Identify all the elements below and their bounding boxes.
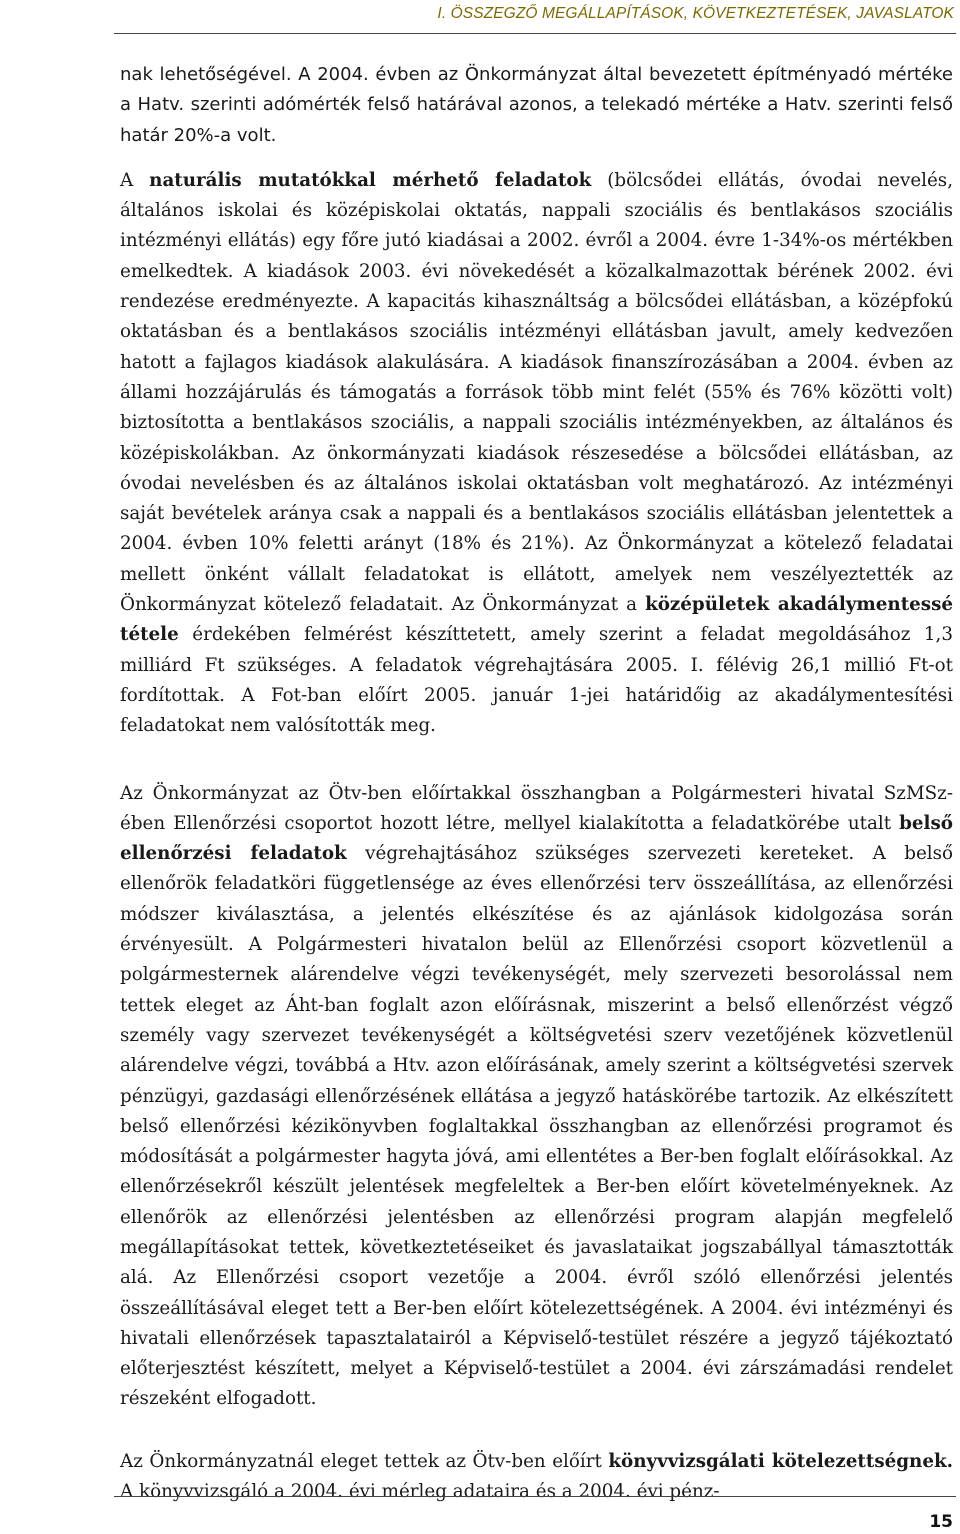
emphasis-belso-ellenorzesi-feladatok: belső ellenőrzési feladatok — [120, 812, 953, 865]
paragraph-belso-ellenorzes — [120, 779, 953, 1415]
paragraph-text: Az Önkormányzat az Ötv-ben előírtakkal összhangban a Polgármesteri hivatal SzMSz-ében Ellenőrzési csoportot hozott létre, mellyel kialakította a feladatkörébe utalt — [120, 782, 953, 834]
paragraph-text: A — [120, 169, 150, 191]
page-number: 15 — [929, 1512, 953, 1532]
emphasis-naturalis-feladatok: naturális mutatókkal mérhető feladatok — [149, 169, 592, 191]
running-header: I. ÖSSZEGZŐ MEGÁLLAPÍTÁSOK, KÖVETKEZTETÉSEK, JAVASLATOK — [437, 5, 954, 22]
paragraph-text: A könyvvizsgáló a 2004. évi mérleg adataira és a 2004. évi pénz- — [120, 1481, 720, 1503]
emphasis-akadalymentesites: középületek akadálymentessé tétele — [120, 594, 953, 646]
paragraph-text: Az Önkormányzatnál eleget tettek az Ötv-ben előírt — [120, 1450, 609, 1472]
emphasis-konyvvizsgalati-kotelezettseg: könyvvizsgálati kötelezettségnek. — [608, 1450, 953, 1472]
header-divider — [114, 33, 956, 34]
document-body — [120, 60, 953, 1507]
paragraph-konyvvizsgalat — [120, 1447, 953, 1508]
paragraph-text: végrehajtásához szükséges szervezeti kereteket. A belső ellenőrök feladatköri függetlensége az éves ellenőrzési terv összeállítása, az ellenőrzési módszer kiválasztása, a jelentés elkészítése és az ajánlások kidolgozása során érvényesült. A Polgármesteri hivatalon belül az Ellenőrzési csoport közvetlenül a polgármesternek alárendelve végzi tevékenységét, mely szervezeti besorolással nem tettek eleget az Áht-ban foglalt azon előírásnak, miszerint a belső ellenőrzést végző személy vagy szervezet tevékenységét a költségvetési szerv vezetőjének közvetlenül alárendelve végzi, továbbá a Htv. azon előírásának, amely szerint a költségvetési szervek pénzügyi, gazdasági ellenőrzésének ellátása a jegyző hatáskörébe tartozik. Az elkészített belső ellenőrzési kézikönyvben foglaltakkal összhangban az ellenőrzési programot és módosítását a polgármester hagyta jóvá, ami ellentétes a Ber-ben foglalt előírásokkal. Az ellenőrzésekről készült jelentések megfeleltek a Ber-ben előírt követelményeknek. Az ellenőrök az ellenőrzési jelentésben az ellenőrzési program alapján megfelelő megállapításokat tettek, következtetéseiket és javaslataikat jogszabállyal támasztották alá. Az Ellenőrzési csoport vezetője a 2004. évről szóló ellenőrzési jelentés összeállításával eleget tett a Ber-ben előírt kötelezettségének. A 2004. évi intézményi és hivatali ellenőrzések tapasztalatairól a Képviselő-testület részére a jegyző tájékoztató előterjesztést készített, melyet a Képviselő-testület a 2004. évi zárszámadási rendelet részeként elfogadott. — [120, 843, 953, 1410]
paragraph-continuation: nak lehetőségével. A 2004. évben az Önkormányzat által bevezetett építményadó mértéke a Hatv. szerinti adómérték felső határával azonos, a telekadó mértéke a Hatv. szerinti felső határ 20%-a volt. — [120, 64, 953, 146]
paragraph-naturalis-mutatok — [120, 166, 953, 742]
paragraph-text: érdekében felmérést készíttetett, amely szerint a feladat megoldásához 1,3 milliárd Ft szükséges. A feladatok végrehajtására 2005. I. félévig 26,1 millió Ft-ot fordítottak. A Fot-ban előírt 2005. január 1-jei határidőig az akadálymentesítési feladatokat nem valósították meg. — [120, 624, 953, 737]
footer-divider — [114, 1496, 956, 1497]
paragraph-text: (bölcsődei ellátás, óvodai nevelés, általános iskolai és középiskolai oktatás, nappali szociális és bentlakásos szociális intézményi ellátás) egy főre jutó kiadásai a 2002. évről a 2004. évre 1-34%-os mértékben emelkedtek. A kiadások 2003. évi növekedését a közalkalmazottak bérének 2002. évi rendezése eredményezte. A kapacitás kihasználtság a bölcsődei ellátásban, a középfokú oktatásban és a bentlakásos szociális intézményi ellátásban javult, amely kedvezően hatott a fajlagos kiadások alakulására. A kiadások finanszírozásában a 2004. évben az állami hozzájárulás és támogatás a források több mint felét (55% és 76% közötti volt) biztosította a bentlakásos szociális, a nappali szociális intézményekben, az általános és középiskolákban. Az önkormányzati kiadások részesedése a bölcsődei ellátásban, az óvodai nevelésben és az általános iskolai oktatásban volt meghatározó. Az intézményi saját bevételek aránya csak a nappali és a bentlakásos szociális ellátásban jelentettek a 2004. évben 10% feletti arányt (18% és 21%). Az Önkormányzat a kötelező feladatai mellett önként vállalt feladatokat is ellátott, amelyek nem veszélyeztették az Önkormányzat kötelező feladatait. Az Önkormányzat a — [120, 169, 953, 616]
